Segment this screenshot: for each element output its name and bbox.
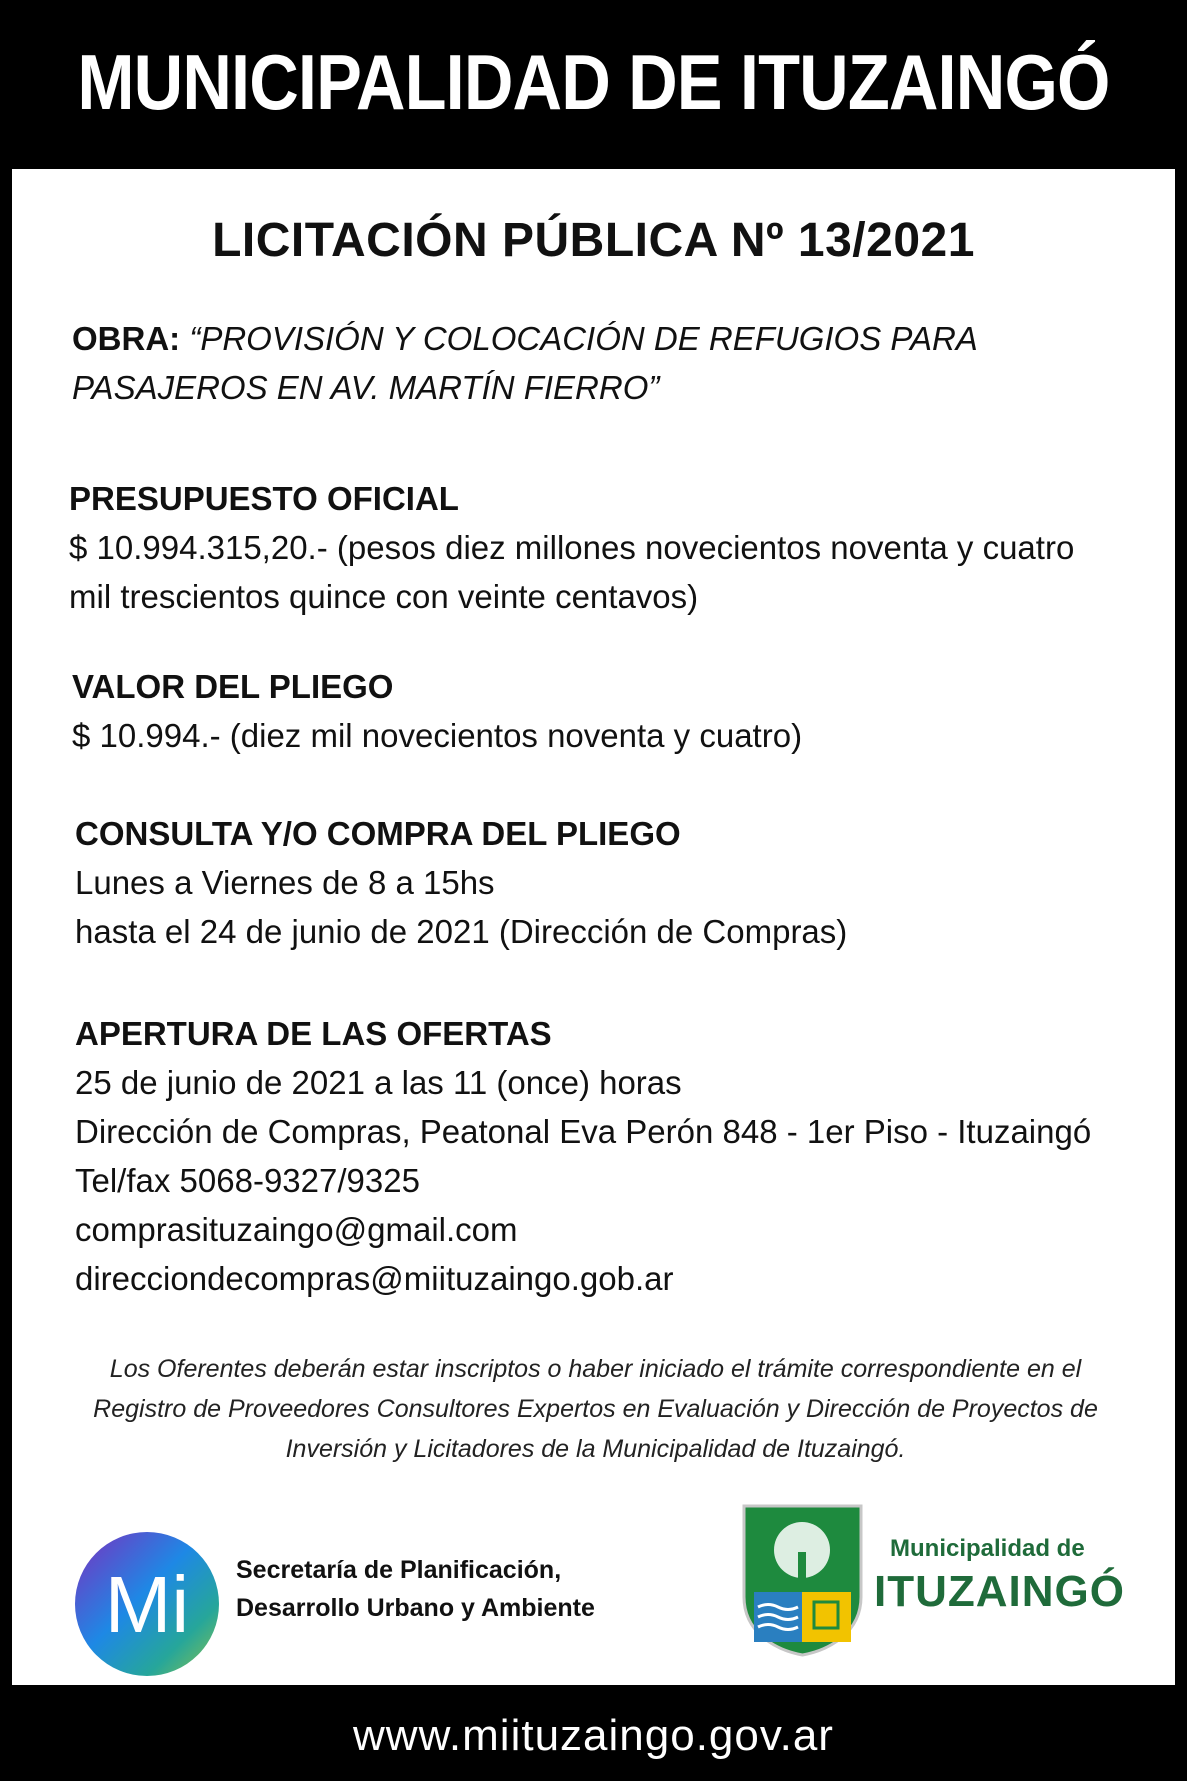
website-link[interactable]: www.miituzaingo.gov.ar [353, 1710, 834, 1760]
secretaria-line1: Secretaría de Planificación, [236, 1556, 562, 1584]
mi-logo-text: Mi [104, 1560, 190, 1649]
apertura-email-2[interactable]: direcciondecompras@miituzaingo.gob.ar [75, 1260, 674, 1297]
presupuesto-line1: $ 10.994.315,20.- (pesos diez millones novecientos noventa y cuatro [69, 529, 1075, 566]
municipality-name: ITUZAINGÓ [874, 1567, 1125, 1616]
valor-label: VALOR DEL PLIEGO [72, 668, 394, 705]
obra-line2: PASAJEROS EN AV. MARTÍN FIERRO” [72, 369, 660, 406]
footnote [52, 1349, 1139, 1469]
presupuesto-label: PRESUPUESTO OFICIAL [69, 480, 459, 517]
footer-band [0, 1690, 1187, 1781]
secretaria-label [236, 1551, 595, 1627]
obra-line1: “PROVISIÓN Y COLOCACIÓN DE REFUGIOS PARA [189, 320, 978, 357]
footnote-line2: Registro de Proveedores Consultores Expertos en Evaluación y Dirección de Proyectos de [93, 1395, 1098, 1423]
header-title: MUNICIPALIDAD DE ITUZAINGÓ [77, 38, 1110, 126]
notice-panel [10, 167, 1177, 1687]
apertura-label: APERTURA DE LAS OFERTAS [75, 1015, 552, 1052]
obra-section [72, 314, 1132, 412]
municipal-shield-icon [740, 1502, 865, 1657]
header-band [0, 0, 1187, 165]
obra-label: OBRA: [72, 320, 181, 357]
consulta-line2: hasta el 24 de junio de 2021 (Dirección de Compras) [75, 913, 848, 950]
apertura-phone: Tel/fax 5068-9327/9325 [75, 1162, 420, 1199]
consulta-section [75, 809, 1135, 956]
apertura-line2: Dirección de Compras, Peatonal Eva Perón 848 - 1er Piso - Ituzaingó [75, 1113, 1092, 1150]
valor-line1: $ 10.994.- (diez mil novecientos noventa y cuatro) [72, 717, 803, 754]
consulta-line1: Lunes a Viernes de 8 a 15hs [75, 864, 495, 901]
footnote-line1: Los Oferentes deberán estar inscriptos o haber iniciado el trámite correspondiente en el [109, 1355, 1082, 1383]
apertura-email-1[interactable]: comprasituzaingo@gmail.com [75, 1211, 518, 1248]
apertura-line1: 25 de junio de 2021 a las 11 (once) horas [75, 1064, 682, 1101]
footnote-line3: Inversión y Licitadores de la Municipalidad de Ituzaingó. [285, 1435, 906, 1463]
presupuesto-section [69, 474, 1129, 621]
secretaria-line2: Desarrollo Urbano y Ambiente [236, 1594, 595, 1622]
municipality-label: Municipalidad de [890, 1535, 1085, 1562]
mi-logo-icon [72, 1529, 222, 1679]
consulta-label: CONSULTA Y/O COMPRA DEL PLIEGO [75, 815, 681, 852]
document-title: LICITACIÓN PÚBLICA Nº 13/2021 [212, 214, 975, 267]
apertura-section [75, 1009, 1135, 1303]
presupuesto-line2: mil trescientos quince con veinte centavos) [69, 578, 699, 615]
valor-section [72, 662, 1132, 760]
